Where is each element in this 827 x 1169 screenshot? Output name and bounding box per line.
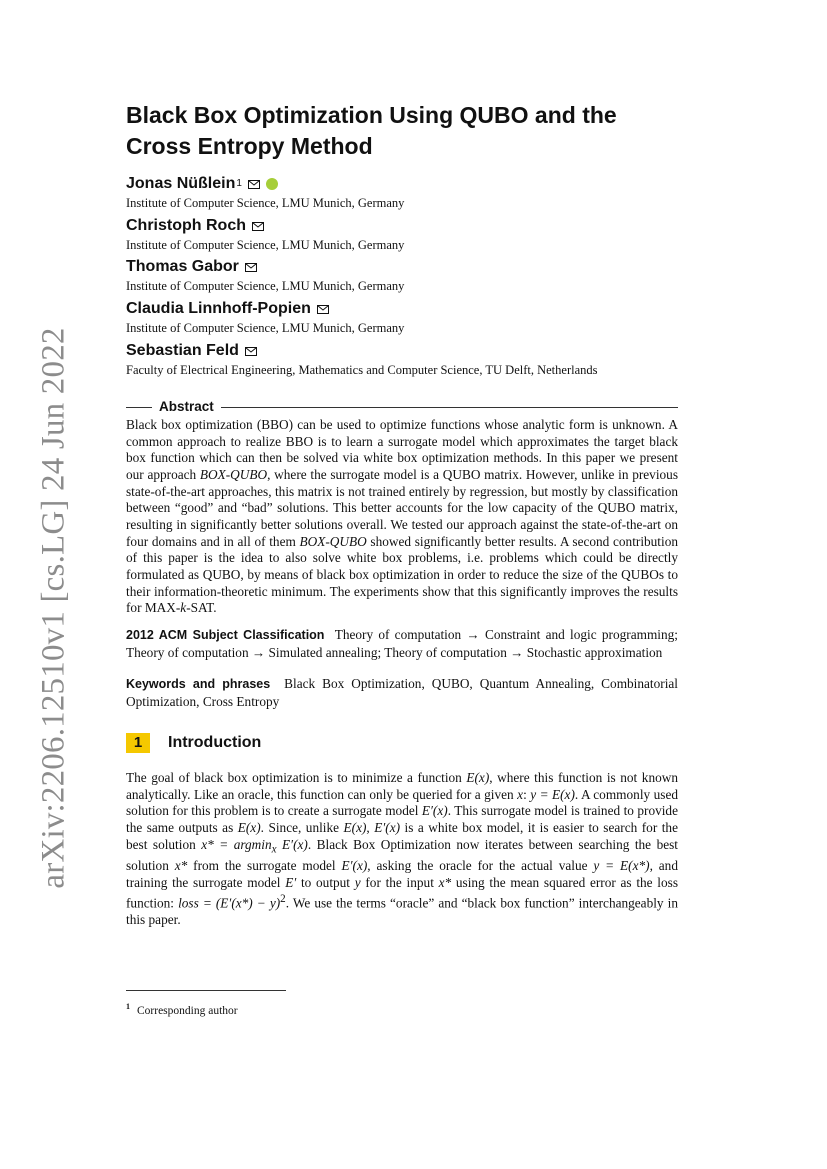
author-affiliation: Institute of Computer Science, LMU Munich, Germany [126,279,405,293]
author-name: Thomas Gabor [126,258,239,275]
section-number: 1 [126,733,150,753]
author-affiliation: Faculty of Electrical Engineering, Mathematics and Computer Science, TU Delft, Netherlands [126,363,598,377]
email-icon[interactable] [252,222,264,231]
acm-text: Theory of computation → Constraint and logic programming; Theory of computation → Simulated annealing; Theory of computation → Stochastic approximation [126,627,678,660]
arxiv-identifier: arXiv:2206.12510v1 [cs.LG] 24 Jun 2022 [35,327,72,889]
footnote-text: Corresponding author [137,1004,238,1017]
section-title: Introduction [168,734,262,751]
paper-title: Black Box Optimization Using QUBO and the Cross Entropy Method [126,102,617,159]
footnote-divider [126,990,286,991]
abstract-text: Black box optimization (BBO) can be used to optimize functions whose analytic form is unknown. A common approach to realize BBO is to learn a surrogate model which approximates the target black box function which can then be solved via white box optimization methods. In this paper we present our approach BOX-QUBO, where the surrogate model is a QUBO matrix. However, unlike in previous state-of-the-art approaches, this matrix is not trained entirely by regression, but mostly by classification between “good” and “bad” solutions. This better accounts for the low capacity of the QUBO matrix, resulting in significantly better solutions overall. We tested our approach against the state-of-the-art on four domains and in all of them BOX-QUBO showed significantly better results. A second contribution of this paper is the idea to also solve white box problems, i.e. problems which could be directly formulated as QUBO, by means of black box optimization in order to reduce the size of the QUBOs to their information-theoretic minimum. The experiments show that this significantly improves the results for MAX-k-SAT. [126,417,678,616]
abstract-header [126,400,678,414]
author-name: Christoph Roch [126,217,246,234]
orcid-icon[interactable] [266,178,278,190]
email-icon[interactable] [245,263,257,272]
footnote-mark: 1 [126,1002,130,1011]
email-icon[interactable] [248,180,260,189]
acm-classification [126,626,678,661]
author-affiliation: Institute of Computer Science, LMU Munich, Germany [126,196,405,210]
footnote-mark: 1 [236,178,242,189]
keywords-text: Black Box Optimization, QUBO, Quantum Annealing, Combinatorial Optimization, Cross Entropy [126,676,678,709]
author-block [126,341,686,379]
author-name: Jonas Nüßlein [126,175,236,192]
footnote [126,999,238,1019]
author-block [126,216,686,254]
acm-label: 2012 ACM Subject Classification [126,628,325,642]
author-affiliation: Institute of Computer Science, LMU Munich, Germany [126,321,405,335]
author-name: Claudia Linnhoff-Popien [126,300,311,317]
email-icon[interactable] [317,305,329,314]
abstract-label: Abstract [152,400,221,414]
author-block [126,257,686,295]
intro-paragraph: The goal of black box optimization is to minimize a function E(x), where this function is not known analytically. Like an oracle, this function can only be queried for a given x: y = E(x). A commonly used solution for this problem is to create a surrogate model E′(x). This surrogate model is trained to provide the same outputs as E(x). Since, unlike E(x), E′(x) is a white box model, it is easier to search for the best solution x* = argmin$_x$ E′(x). Black Box Optimization now iterates between searching the best solution x* from the surrogate model E′(x), asking the oracle for the actual value y = E(x*), and training the surrogate model E′ to output y for the input x* using the mean squared error as the loss function: loss = $(E'(x*) - y)^2$. We use the terms “oracle” and “black box function” interchangeably in this paper. [126,770,678,928]
author-name: Sebastian Feld [126,342,239,359]
author-affiliation: Institute of Computer Science, LMU Munich, Germany [126,238,405,252]
author-block [126,174,686,212]
section-heading [126,733,261,753]
keywords [126,675,678,710]
author-block [126,299,686,337]
keywords-label: Keywords and phrases [126,677,271,691]
email-icon[interactable] [245,347,257,356]
